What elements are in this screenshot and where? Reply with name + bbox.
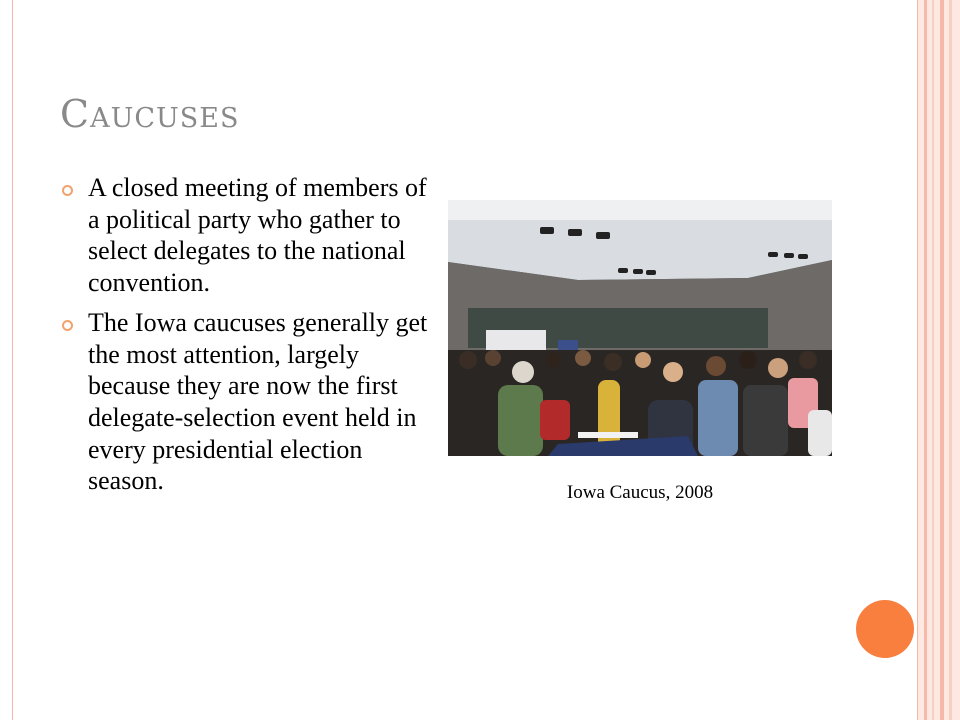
table-papers: [578, 432, 638, 438]
person-black-shirt: [743, 385, 788, 456]
frame-stripe: [949, 0, 952, 720]
person-blue-shirt: [698, 380, 738, 456]
bullet-text: The Iowa caucuses generally get the most attention, largely because they are now the first delegate-selection event held in every presidential election season.: [88, 307, 428, 496]
slide-frame-left-line: [12, 0, 13, 720]
person-white-shirt: [808, 410, 832, 456]
bullet-circle-icon: [62, 320, 73, 331]
bullet-text: A closed meeting of members of a political party who gather to select delegates to the national convention.: [88, 173, 427, 298]
bullet-circle-icon: [62, 185, 73, 196]
bullet-list: [60, 172, 432, 505]
caucus-photo-illustration: [448, 200, 832, 456]
person-red-shirt: [540, 400, 570, 440]
caucus-photo: [448, 200, 832, 456]
frame-stripe: [932, 0, 934, 720]
frame-stripe: [940, 0, 944, 720]
bullet-item: [60, 307, 432, 497]
frame-stripe: [924, 0, 927, 720]
slide-frame-right-border: [917, 0, 960, 720]
orange-circle-decoration: [856, 600, 914, 658]
slide-title: Caucuses: [60, 92, 240, 136]
bullet-item: [60, 172, 432, 299]
wall-banner: [486, 330, 546, 352]
ceiling-light-strip: [448, 200, 832, 220]
photo-caption: Iowa Caucus, 2008: [566, 482, 714, 503]
person-green-jacket: [498, 385, 543, 456]
